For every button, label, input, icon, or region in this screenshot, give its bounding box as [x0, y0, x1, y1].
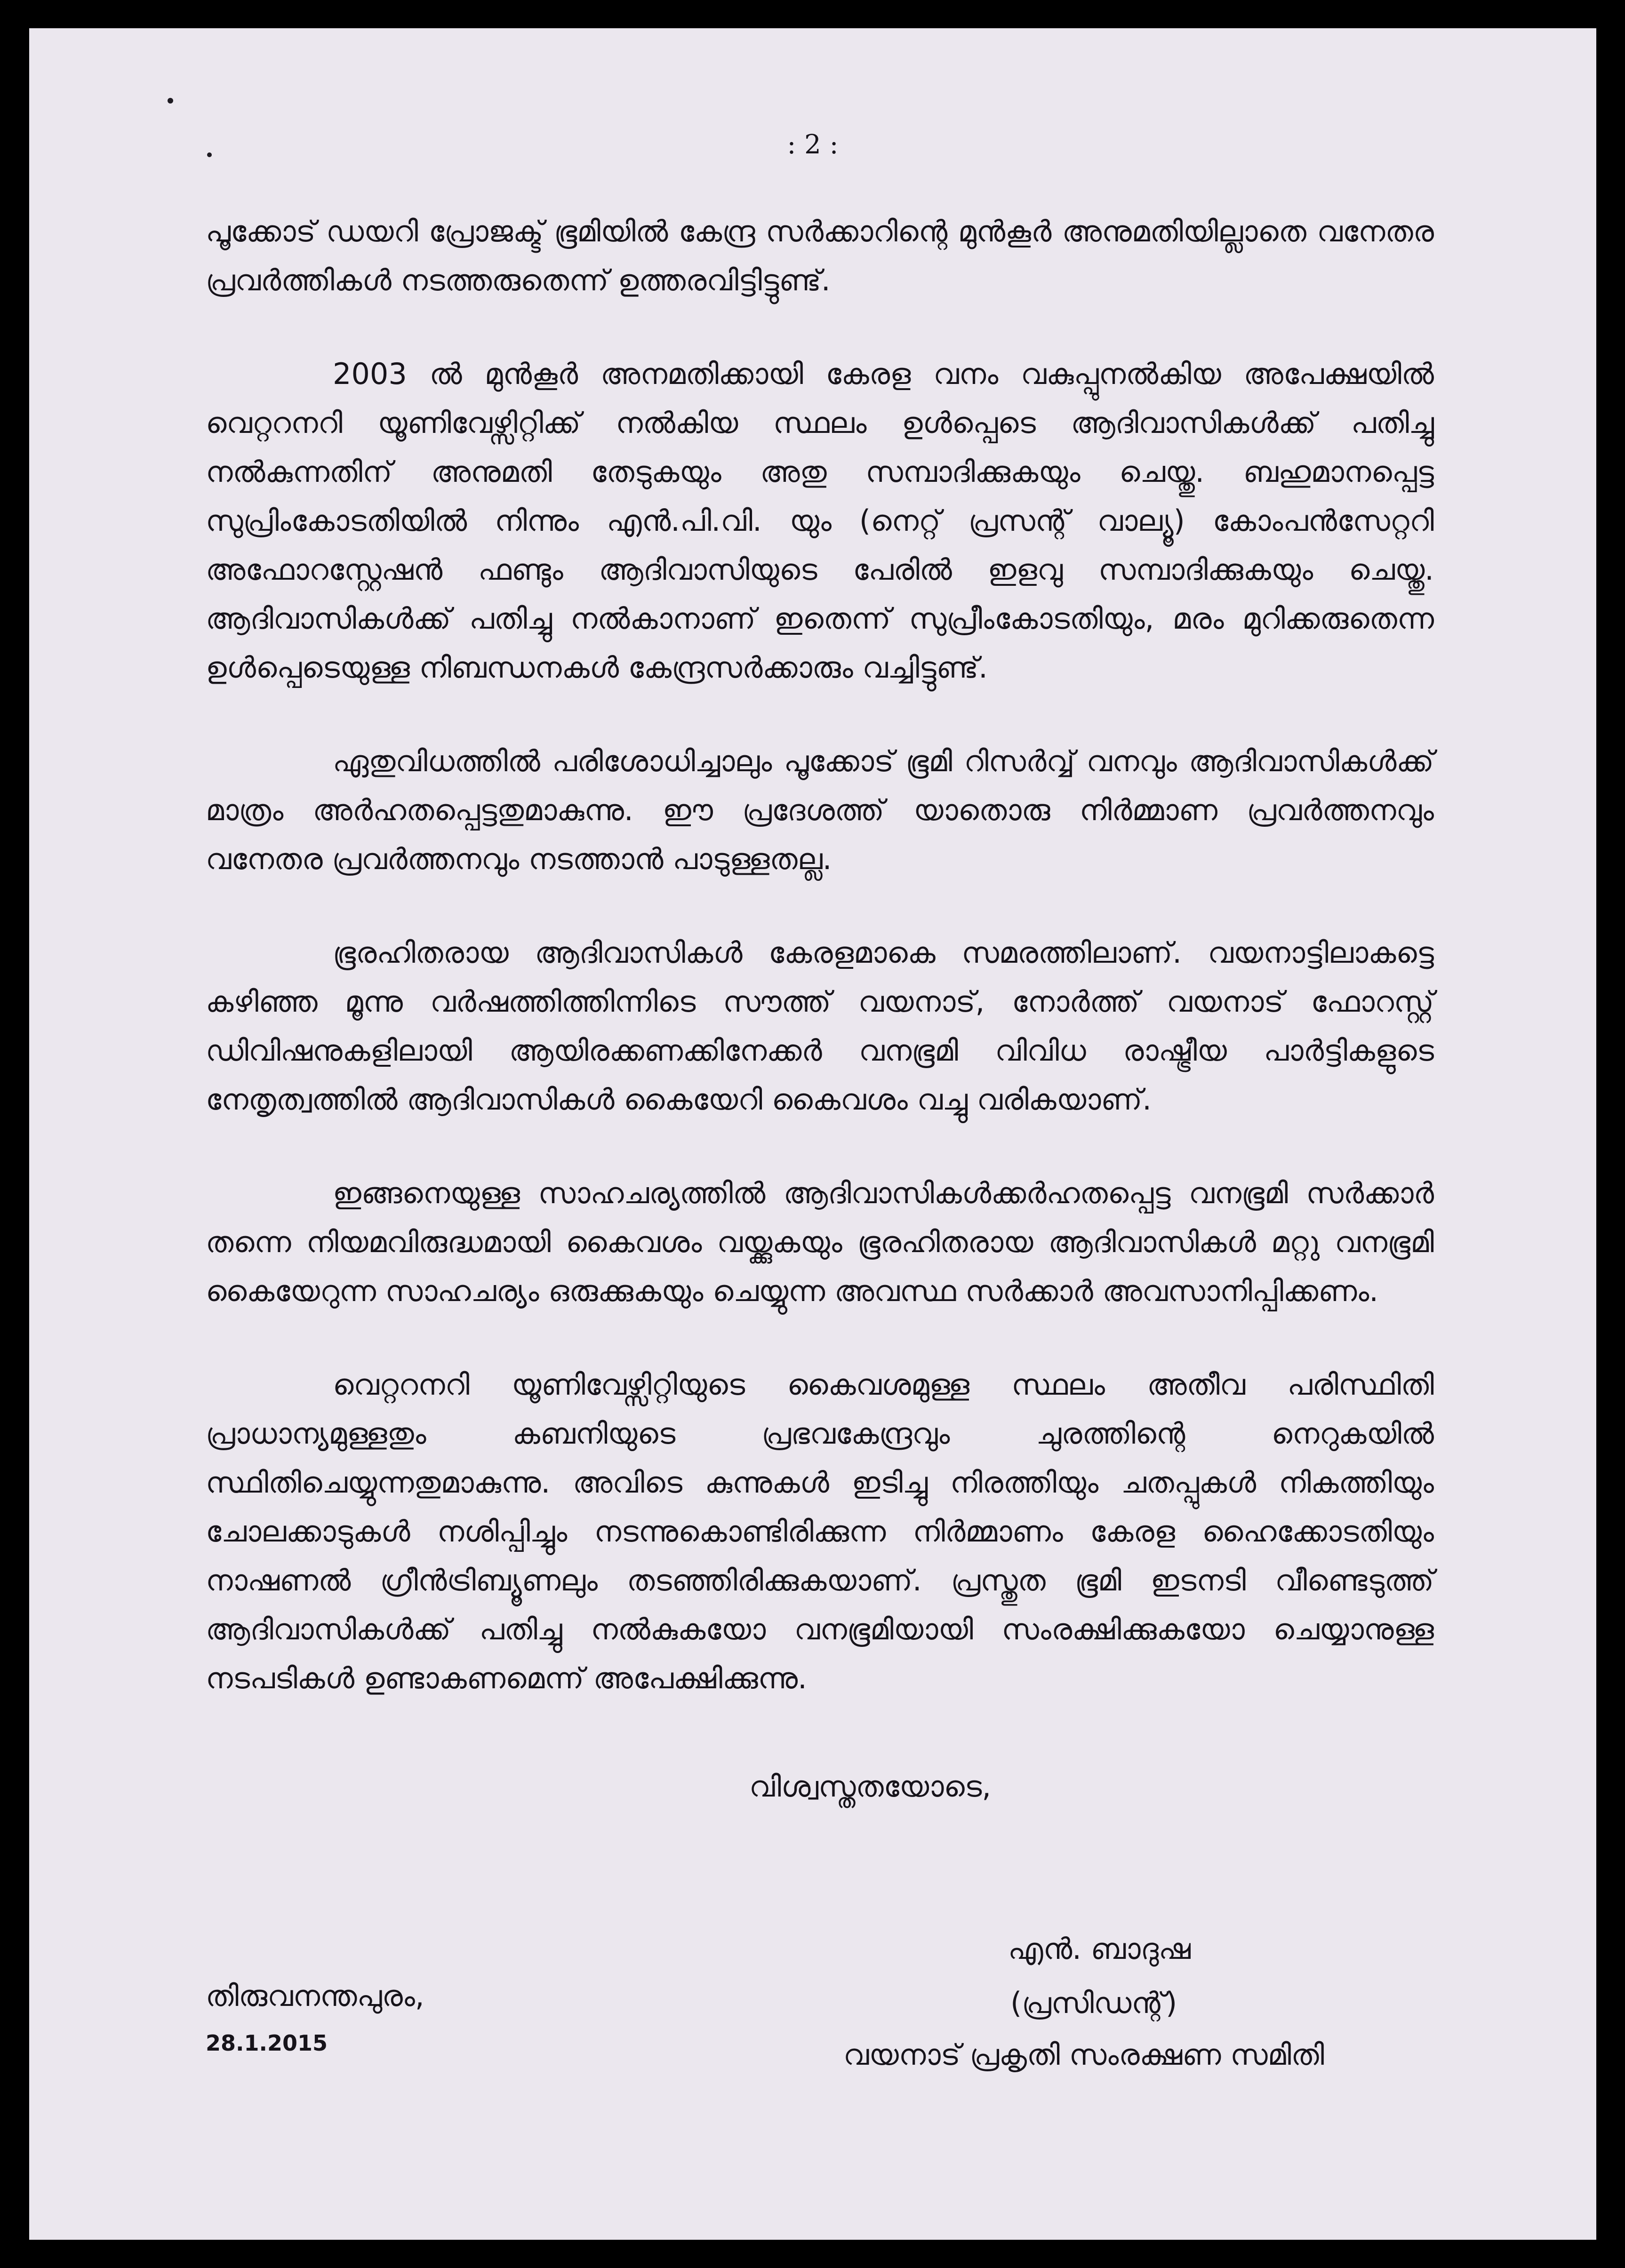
closing-salutation: വിശ്വസ്തതയോടെ, — [749, 1769, 992, 1804]
letter-body — [206, 207, 1434, 1748]
letter-place: തിരുവനന്തപുരം, — [206, 1979, 424, 2013]
paragraph-5: ഇങ്ങനെയുള്ള സാഹചര്യത്തിൽ ആദിവാസികൾക്കർഹതപ്പെട്ട വനഭൂമി സർക്കാർ തന്നെ നിയമവിരുദ്ധമായി കൈവശം വയ്ക്കുകയും ഭൂരഹിതരായ ആദിവാസികൾ മറ്റു വനഭൂമി കൈയേറുന്ന സാഹചര്യം ഒരുക്കുകയും ചെയ്യുന്ന അവസ്ഥ സർക്കാർ അവസാനിപ്പിക്കണം. — [206, 1176, 1434, 1308]
signatory-name: എൻ. ബാദുഷ — [1008, 1932, 1191, 1966]
paragraph-2: 2003 ൽ മുൻകൂർ അനമതിക്കായി കേരള വനം വകുപ്പുനൽകിയ അപേക്ഷയിൽ വെറ്ററനറി യൂണിവേഴ്സിറ്റിക്ക് നൽകിയ സ്ഥലം ഉൾപ്പെടെ ആദിവാസികൾക്ക് പതിച്ചു നൽകുന്നതിന് അനുമതി തേടുകയും അതു സമ്പാദിക്കുകയും ചെയ്തു. ബഹുമാനപ്പെട്ട സുപ്രിംകോടതിയിൽ നിന്നും എൻ.പി.വി. യും (നെറ്റ് പ്രസന്റ് വാല്യൂ) കോംപൻസേറ്ററി അഫോറസ്റ്റേഷൻ ഫണ്ടും ആദിവാസിയുടെ പേരിൽ ഇളവു സമ്പാദിക്കുകയും ചെയ്തു. ആദിവാസികൾക്ക് പതിച്ചു നൽകാനാണ് ഇതെന്ന് സുപ്രീംകോടതിയും, മരം മുറിക്കരുതെന്ന ഉൾപ്പെടെയുള്ള നിബന്ധനകൾ കേന്ദ്രസർക്കാരും വച്ചിട്ടുണ്ട്. — [206, 357, 1434, 685]
signatory-designation: (പ്രസിഡന്റ്) — [1010, 1986, 1177, 2020]
signatory-organization: വയനാട് പ്രകൃതി സംരക്ഷണ സമിതി — [843, 2037, 1324, 2072]
paragraph-6: വെറ്ററനറി യൂണിവേഴ്സിറ്റിയുടെ കൈവശമുള്ള സ്ഥലം അതീവ പരിസ്ഥിതി പ്രാധാന്യമുള്ളതും കബനിയുടെ പ്രഭവകേന്ദ്രവും ചുരത്തിന്റെ നെറുകയിൽ സ്ഥിതിചെയ്യുന്നതുമാകുന്നു. അവിടെ കുന്നുകൾ ഇടിച്ചു നിരത്തിയും ചതപ്പുകൾ നികത്തിയും ചോലക്കാടുകൾ നശിപ്പിച്ചും നടന്നുകൊണ്ടിരിക്കുന്ന നിർമ്മാണം കേരള ഹൈക്കോടതിയും നാഷണൽ ഗ്രീൻട്രിബ്യൂണലും തടഞ്ഞിരിക്കുകയാണ്. പ്രസ്തുത ഭൂമി ഇടനടി വീണ്ടെടുത്ത് ആദിവാസികൾക്ക് പതിച്ചു നൽകുകയോ വനഭൂമിയായി സംരക്ഷിക്കുകയോ ചെയ്യാനുള്ള നടപടികൾ ഉണ്ടാകണമെന്ന് അപേക്ഷിക്കുന്നു. — [206, 1367, 1434, 1695]
paragraph-4: ഭൂരഹിതരായ ആദിവാസികൾ കേരളമാകെ സമരത്തിലാണ്. വയനാട്ടിലാകട്ടെ കഴിഞ്ഞ മൂന്നു വർഷത്തിത്തിന്നിടെ സൗത്ത് വയനാട്, നോർത്ത് വയനാട് ഫോറസ്റ്റ് ഡിവിഷനുകളിലായി ആയിരക്കണക്കിനേക്കർ വനഭൂമി വിവിധ രാഷ്ട്രീയ പാർട്ടികളുടെ നേതൃത്വത്തിൽ ആദിവാസികൾ കൈയേറി കൈവശം വച്ചു വരികയാണ്. — [206, 935, 1434, 1117]
paragraph-1: പൂക്കോട് ഡയറി പ്രോജക്ട് ഭൂമിയിൽ കേന്ദ്ര സർക്കാറിന്റെ മുൻകൂർ അനുമതിയില്ലാതെ വനേതര പ്രവർത്തികൾ നടത്തരുതെന്ന് ഉത്തരവിട്ടിട്ടുണ്ട്. — [206, 214, 1434, 297]
punch-mark — [168, 98, 173, 104]
page-number: : 2 : — [787, 129, 839, 160]
letter-date: 28.1.2015 — [206, 2030, 328, 2056]
paragraph-3: ഏതുവിധത്തിൽ പരിശോധിച്ചാലും പൂക്കോട് ഭൂമി റിസർവ്വ് വനവും ആദിവാസികൾക്ക് മാത്രം അർഹതപ്പെട്ടതുമാകുന്നു. ഈ പ്രദേശത്ത് യാതൊരു നിർമ്മാണ പ്രവർത്തനവും വനേതര പ്രവർത്തനവും നടത്താൻ പാടുള്ളതല്ല. — [206, 744, 1434, 876]
document-page — [29, 28, 1596, 2240]
